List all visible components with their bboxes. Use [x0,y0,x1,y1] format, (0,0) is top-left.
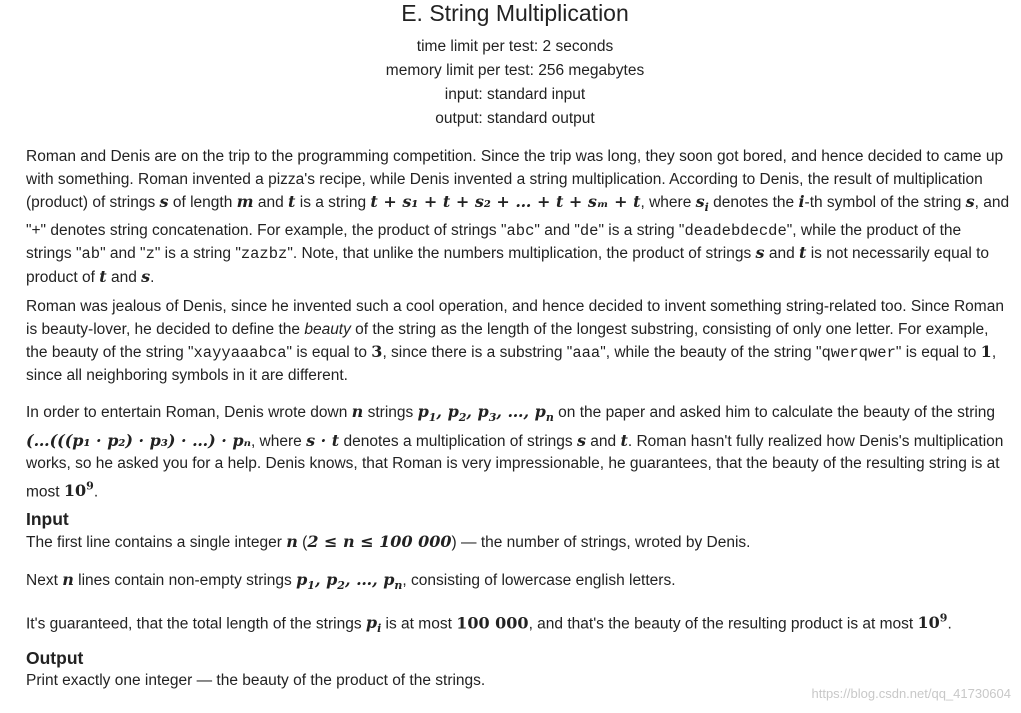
input-spec: input: standard input [444,86,586,103]
input-line-1: The first line contains a single integer n (2 ≤ n ≤ 100 000) — the number of strings, wroted by Denis. [26,532,751,551]
memory-limit: memory limit per test: 256 megabytes [385,62,645,79]
problem-title: E. String Multiplication [401,0,629,26]
output-line: Print exactly one integer — the beauty of the product of the strings. [26,672,486,689]
watermark: https://blog.csdn.net/qq_41730604 [811,686,1011,701]
output-spec: output: standard output [435,110,595,127]
statement-paragraph-1: Roman and Denis are on the trip to the programming competition. Since the trip was long, they soon got bored, and hence decided to came up with something. Roman invented a pizza's recipe, while Denis invented a string multiplication. According to Denis, the result of multiplication (product) of strings s of length m and t is a string t + s₁ + t + s₂ + … + t + sₘ + t, where $s_i$ denotes the i-th symbol of the string s, and "+" denotes string concatenation. For example, the product of strings "abc" and "de" is a string "deadebdecde", while the product of the strings "ab" and "z" is a string "zazbz". Note, that unlike the numbers multiplication, the product of strings s and t is not necessarily equal to product of t and s. [26,148,1010,286]
output-heading: Output [26,648,84,668]
time-limit: time limit per test: 2 seconds [416,38,614,55]
input-line-2: Next n lines contain non-empty strings $p_1$, $p_2$, …, $p_n$, consisting of lowercase english letters. [26,570,676,593]
input-heading: Input [26,509,69,529]
statement-paragraph-3: In order to entertain Roman, Denis wrote down n strings $p_1$, $p_2$, $p_3$, …, $p_n$ on the paper and asked him to calculate the beauty of the string (…(((p₁ · p₂) · p₃) · …) · pₙ, where s · t denotes a multiplication of strings s and t. Roman hasn't fully realized how Denis's multiplication works, so he asked you for a help. Denis knows, that Roman is very impressionable, he guarantees, that the beauty of the resulting string is at most $10^9$. [26,402,1004,501]
product-formula: t + s₁ + t + s₂ + … + t + sₘ + t [370,192,641,211]
chain-formula: (…(((p₁ · p₂) · p₃) · …) · pₙ [26,430,251,450]
input-line-3: It's guaranteed, that the total length of the strings $p_i$ is at most 100 000, and that's the beauty of the resulting product is at most $10^9$. [26,612,952,636]
statement-paragraph-2: Roman was jealous of Denis, since he invented such a cool operation, and hence decided to invent something string-related too. Since Roman is beauty-lover, he decided to define the beauty of the string as the length of the longest substring, consisting of only one letter. For example, the beauty of the string "xayyaaabca" is equal to 3, since there is a substring "aaa", while the beauty of the string "qwerqwer" is equal to 1, since all neighboring symbols in it are different. [26,298,1004,384]
